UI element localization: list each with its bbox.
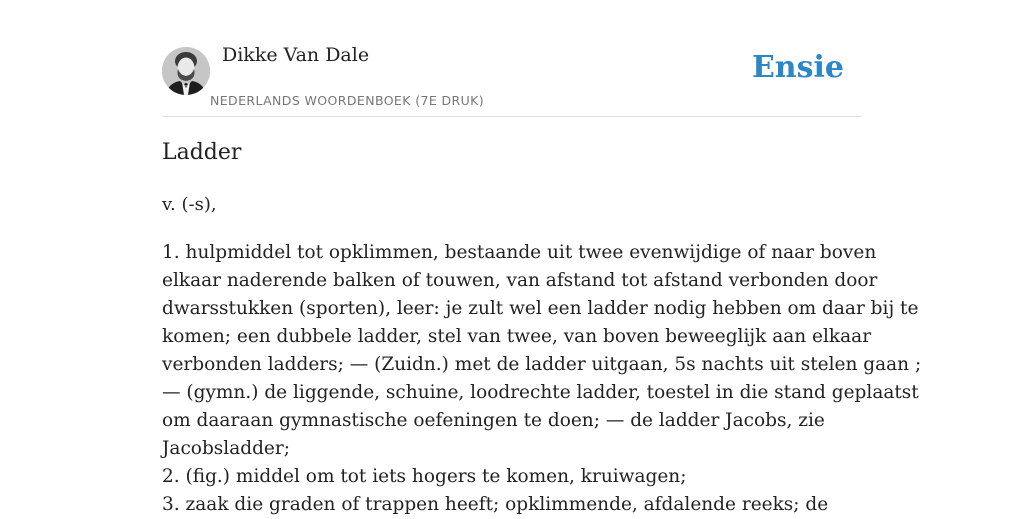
source-subtitle: NEDERLANDS WOORDENBOEK (7E DRUK) <box>210 93 485 108</box>
definition-line: elkaar naderende balken of touwen, van afstand tot afstand verbonden door <box>162 270 878 291</box>
source-avatar[interactable] <box>162 47 210 95</box>
entry-grammar: v. (-s), <box>162 194 217 215</box>
entry-term: Ladder <box>162 140 242 165</box>
source-title[interactable]: Dikke Van Dale <box>222 44 370 66</box>
definition-line: 3. zaak die graden of trappen heeft; opklimmende, afdalende reeks; de <box>162 494 829 515</box>
source-header <box>162 0 862 117</box>
brand-logo-link[interactable]: Ensie <box>751 50 844 85</box>
definition-line: Jacobsladder; <box>162 438 290 459</box>
definition-line: om daaraan gymnastische oefeningen te doen; — de ladder Jacobs, zie <box>162 410 825 431</box>
page <box>162 0 922 515</box>
definition-line: 1. hulpmiddel tot opklimmen, bestaande uit twee evenwijdige of naar boven <box>162 242 877 263</box>
definition-line: komen; een dubbele ladder, stel van twee, van boven beweeglijk aan elkaar <box>162 326 872 347</box>
definition-line: dwarsstukken (sporten), leer: je zult wel een ladder nodig hebben om daar bij te <box>162 298 919 319</box>
entry-definition <box>162 239 922 519</box>
definition-line: — (gymn.) de liggende, schuine, loodrechte ladder, toestel in die stand geplaatst <box>162 382 919 403</box>
definition-line: verbonden ladders; — (Zuidn.) met de ladder uitgaan, 5s nachts uit stelen gaan ; <box>162 354 922 375</box>
portrait-icon <box>162 47 210 95</box>
definition-line: 2. (fig.) middel om tot iets hogers te komen, kruiwagen; <box>162 466 687 487</box>
